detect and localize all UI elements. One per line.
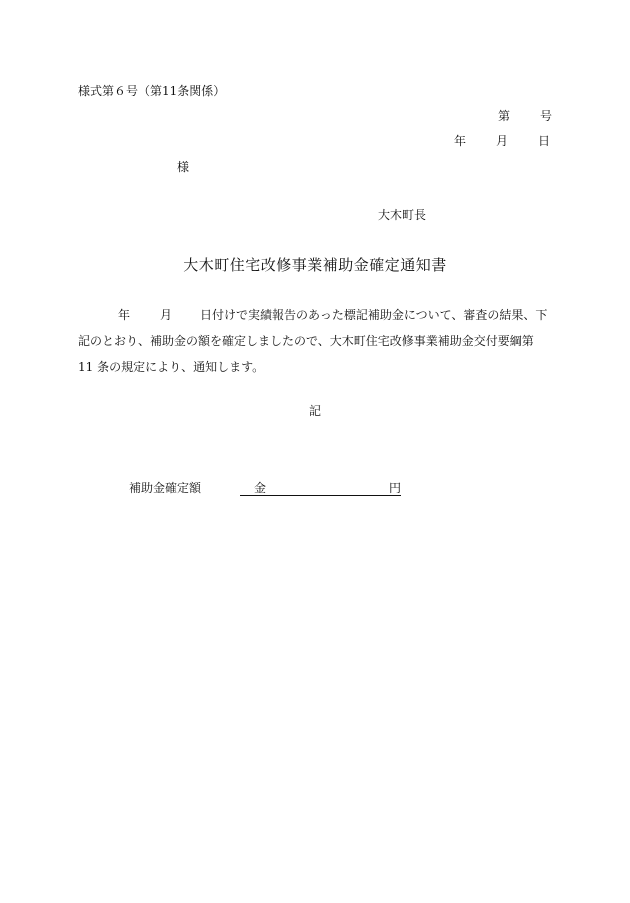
body-month: 月 — [160, 308, 173, 322]
issuer-name: 大木町長 — [378, 208, 427, 222]
ki-heading: 記 — [308, 404, 321, 418]
amount-prefix: 金 — [254, 481, 267, 495]
body-line-3: 11 条の規定により、通知します。 — [78, 360, 265, 374]
form-number-label: 様式第６号（第11条関係） — [78, 84, 226, 98]
date-month: 月 — [495, 134, 508, 148]
amount-field — [240, 482, 401, 496]
body-line-1 — [78, 302, 552, 328]
amount-suffix: 円 — [388, 481, 401, 495]
notice-body — [78, 302, 552, 380]
number-prefix: 第 — [497, 109, 510, 123]
body-year: 年 — [118, 308, 131, 322]
body-line-1-text: 日付けで実績報告のあった標記補助金について、審査の結果、下 — [200, 308, 548, 322]
amount-label: 補助金確定額 — [129, 481, 202, 495]
document-number-line — [498, 110, 552, 122]
date-line — [454, 135, 550, 147]
date-day: 日 — [537, 134, 550, 148]
number-suffix: 号 — [539, 109, 552, 123]
addressee-honorific: 様 — [177, 160, 190, 174]
document-title: 大木町住宅改修事業補助金確定通知書 — [183, 256, 447, 274]
date-year: 年 — [453, 134, 466, 148]
body-line-2: 記のとおり、補助金の額を確定しましたので、大木町住宅改修事業補助金交付要綱第 — [78, 334, 534, 348]
